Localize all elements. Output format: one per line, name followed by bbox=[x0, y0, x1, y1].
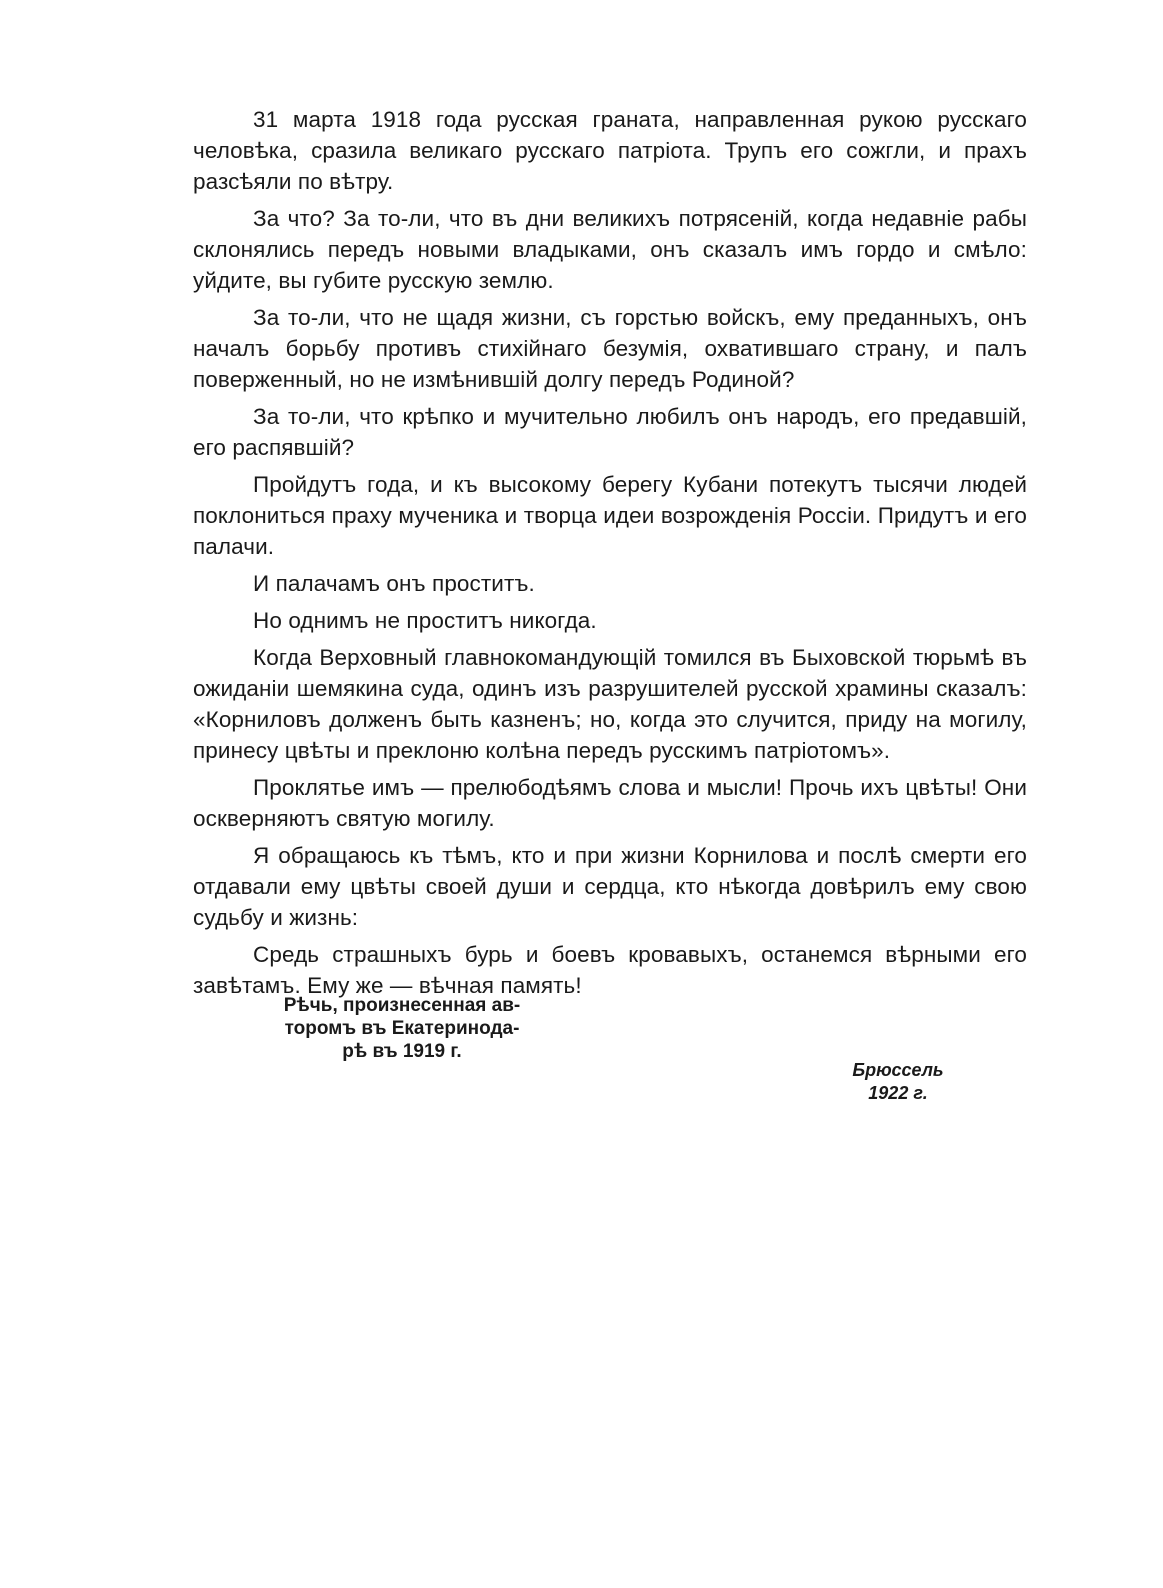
paragraph-8: Когда Верховный главнокомандующій томился въ Быховской тюрьмѣ въ ожиданіи шемякина суда, одинъ изъ разрушителей русской храмины сказалъ: «Корниловъ долженъ быть казненъ; но, когда это случится, приду на могилу, принесу цвѣты и преклоню колѣна передъ русскимъ патріотомъ». bbox=[193, 645, 1027, 763]
paragraph-1: 31 марта 1918 года русская граната, направленная рукою русскаго человѣка, сразила великаго русскаго патріота. Трупъ его сожгли, и прахъ разсѣяли по вѣтру. bbox=[193, 107, 1027, 194]
paragraph-9: Проклятье имъ — прелюбодѣямъ слова и мысли! Прочь ихъ цвѣты! Они оскверняютъ святую могилу. bbox=[193, 775, 1027, 831]
paragraph-4: За то-ли, что крѣпко и мучительно любилъ онъ народъ, его предавшій, его распявшій? bbox=[193, 404, 1027, 460]
paragraph-2: За что? За то-ли, что въ дни великихъ потрясеній, когда недавніе рабы склонялись передъ новыми владыками, онъ сказалъ имъ гордо и смѣло: уйдите, вы губите русскую землю. bbox=[193, 206, 1027, 293]
speech-source-note bbox=[262, 994, 542, 1063]
paragraph-6: И палачамъ онъ проститъ. bbox=[253, 571, 535, 596]
year: 1922 г. bbox=[868, 1083, 928, 1103]
paragraph-3: За то-ли, что не щадя жизни, съ горстью войскъ, ему преданныхъ, онъ началъ борьбу противъ стихійнаго безумія, охватившаго страну, и палъ поверженный, но не измѣнившій долгу передъ Родиной? bbox=[193, 305, 1027, 392]
paragraph-5: Пройдутъ года, и къ высокому берегу Кубани потекутъ тысячи людей поклониться праху мученика и творца идеи возрожденія Россіи. Придутъ и его палачи. bbox=[193, 472, 1027, 559]
speech-text bbox=[193, 104, 1027, 1007]
source-note-line: Рѣчь, произнесенная ав- bbox=[283, 995, 521, 1016]
source-note-line: рѣ въ 1919 г. bbox=[342, 1041, 462, 1062]
place: Брюссель bbox=[852, 1060, 944, 1080]
paragraph-7: Но однимъ не проститъ никогда. bbox=[253, 608, 597, 633]
source-note-line: торомъ въ Екатеринода- bbox=[284, 1018, 520, 1039]
paragraph-10: Я обращаюсь къ тѣмъ, кто и при жизни Корнилова и послѣ смерти его отдавали ему цвѣты своей души и сердца, кто нѣкогда довѣрилъ ему свою судьбу и жизнь: bbox=[193, 843, 1027, 930]
place-and-date bbox=[843, 1059, 953, 1105]
paragraph-11: Средь страшныхъ бурь и боевъ кровавыхъ, останемся вѣрными его завѣтамъ. Ему же — вѣчная память! bbox=[193, 942, 1027, 998]
